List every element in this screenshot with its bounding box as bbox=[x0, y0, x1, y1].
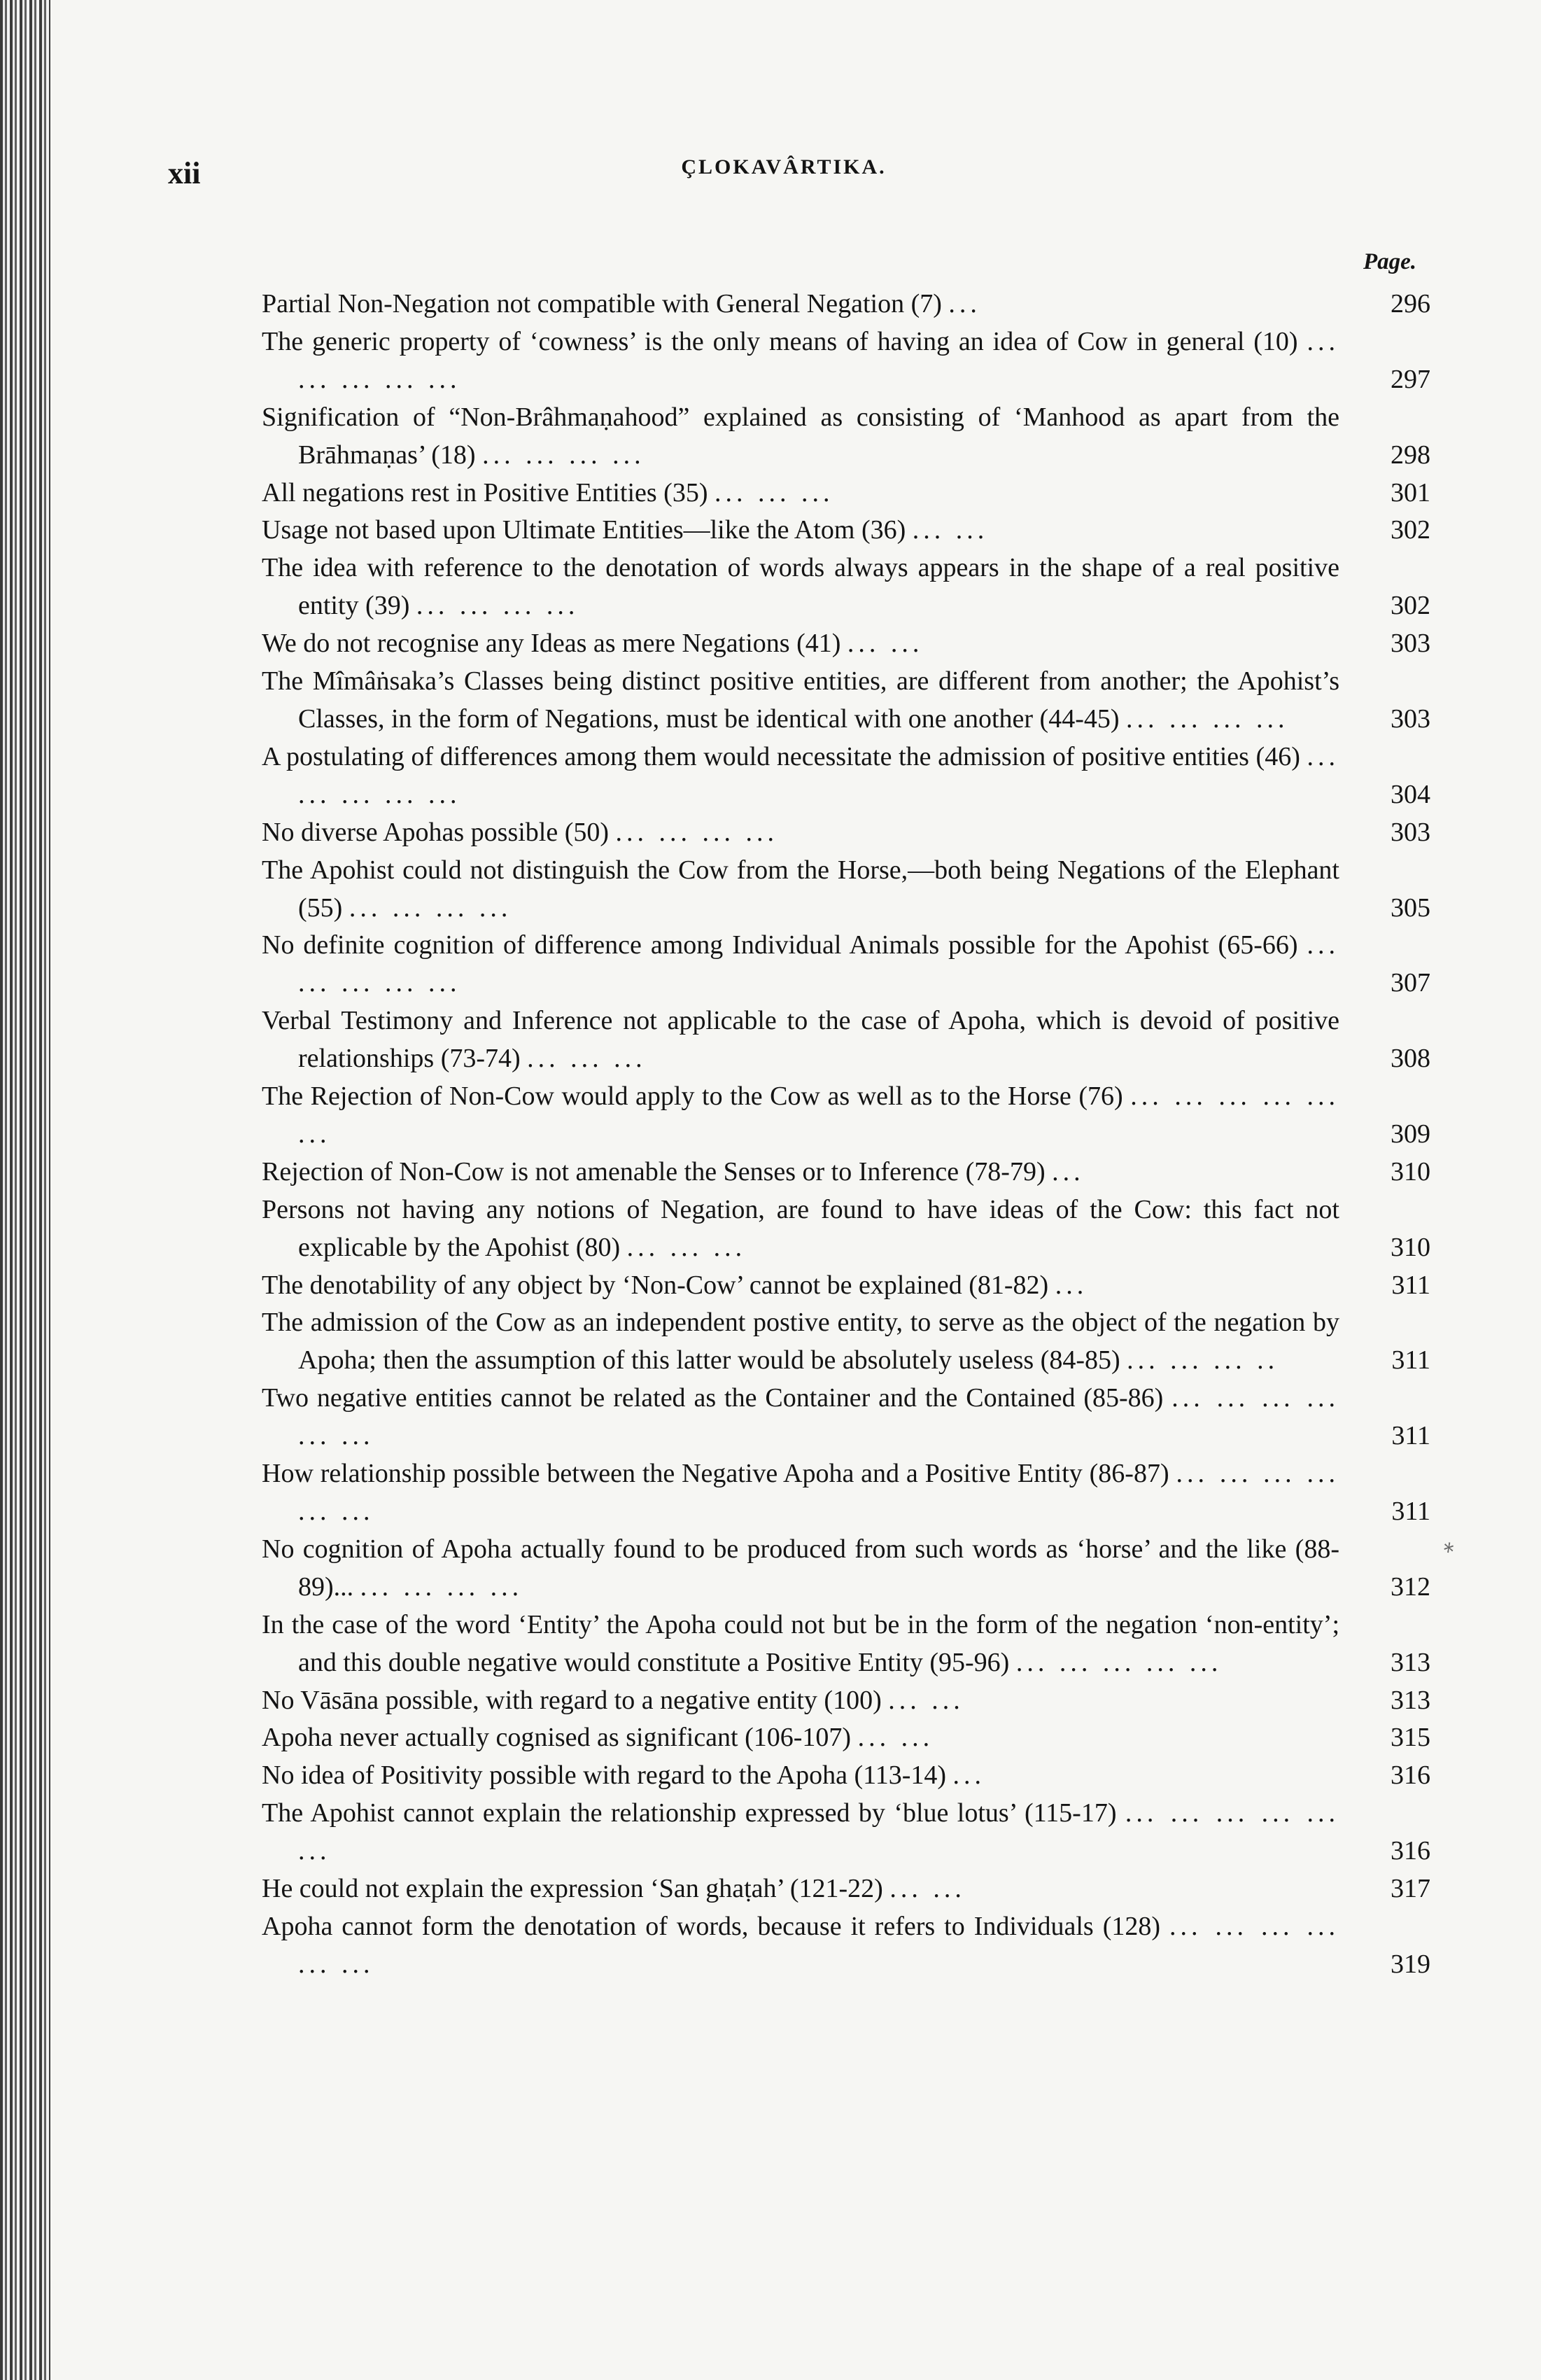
entry-leader-dots: ... ... ... ... bbox=[1126, 704, 1289, 734]
entry-text bbox=[262, 475, 1430, 512]
entry-text bbox=[262, 1304, 1430, 1380]
entry-text bbox=[262, 1154, 1430, 1191]
book-binding-edge bbox=[0, 0, 50, 2380]
entry-text bbox=[262, 1531, 1430, 1606]
entry-page-number: 305 bbox=[1391, 892, 1430, 923]
entry-text bbox=[262, 1719, 1430, 1757]
contents-entry bbox=[262, 399, 1430, 475]
entry-leader-dots: ... ... ... ... ... ... bbox=[298, 1383, 1340, 1451]
entry-page-number: 309 bbox=[1391, 1119, 1430, 1149]
entry-title: No diverse Apohas possible (50) bbox=[262, 817, 610, 847]
entry-page-number: 317 bbox=[1391, 1874, 1430, 1904]
entries-container bbox=[262, 286, 1430, 1984]
contents-entry bbox=[262, 286, 1430, 323]
entry-page-number: 319 bbox=[1391, 1949, 1430, 1979]
entry-page-number: 303 bbox=[1391, 629, 1430, 659]
entry-page-number: 308 bbox=[1391, 1044, 1430, 1074]
entry-leader-dots: ... ... bbox=[912, 515, 989, 545]
entry-text bbox=[262, 512, 1430, 550]
entry-text bbox=[262, 738, 1430, 814]
entry-title: No cognition of Apoha actually found to be produced from such words as ‘horse’ and the like (88-89)... bbox=[262, 1534, 1339, 1602]
entry-page-number: 311 bbox=[1391, 1421, 1430, 1451]
entry-leader-dots: ... bbox=[1055, 1270, 1088, 1300]
entry-page-number: 312 bbox=[1391, 1572, 1430, 1602]
entry-leader-dots: ... ... bbox=[889, 1874, 966, 1904]
contents-entry bbox=[262, 1870, 1430, 1908]
entry-title: Rejection of Non-Cow is not amenable the Senses or to Inference (78-79) bbox=[262, 1156, 1046, 1186]
entry-page-number: 302 bbox=[1391, 515, 1430, 545]
entry-leader-dots: ... bbox=[952, 1760, 985, 1791]
contents-entry bbox=[262, 1154, 1430, 1191]
entry-page-number: 302 bbox=[1391, 591, 1430, 621]
entry-text bbox=[262, 625, 1430, 663]
entry-title: Apoha cannot form the denotation of words, because it refers to Individuals (128) bbox=[262, 1911, 1160, 1941]
entry-text bbox=[262, 1682, 1430, 1720]
entry-leader-dots: ... bbox=[948, 289, 981, 318]
contents-entry bbox=[262, 550, 1430, 625]
entry-title: He could not explain the expression ‘San ghaṭah’ (121-22) bbox=[262, 1874, 883, 1904]
entry-page-number: 304 bbox=[1391, 779, 1430, 809]
entry-title: Partial Non-Negation not compatible with General Negation (7) bbox=[262, 289, 942, 318]
contents-entry bbox=[262, 1757, 1430, 1795]
entry-text bbox=[262, 550, 1430, 625]
contents-entry bbox=[262, 625, 1430, 663]
entry-leader-dots: ... ... ... ... ... bbox=[298, 741, 1339, 809]
contents-entry bbox=[262, 738, 1430, 814]
entry-leader-dots: ... ... bbox=[888, 1685, 964, 1715]
contents-entry bbox=[262, 1380, 1430, 1455]
entry-text bbox=[262, 1908, 1430, 1984]
page-header bbox=[168, 155, 1400, 197]
entry-title: Apoha never actually cognised as significant (106-107) bbox=[262, 1723, 852, 1753]
entry-title: The Rejection of Non-Cow would apply to the Cow as well as to the Horse (76) bbox=[262, 1082, 1123, 1112]
entry-text bbox=[262, 323, 1430, 399]
entry-title: No Vāsāna possible, with regard to a negative entity (100) bbox=[262, 1685, 882, 1715]
contents-entry bbox=[262, 1267, 1430, 1305]
running-title: ÇLOKAVÂRTIKA. bbox=[681, 155, 887, 178]
contents-entry bbox=[262, 814, 1430, 852]
contents-entry bbox=[262, 1531, 1430, 1606]
entry-text bbox=[262, 1191, 1430, 1267]
entry-leader-dots: ... ... ... bbox=[527, 1044, 647, 1074]
entry-page-number: 298 bbox=[1391, 440, 1430, 470]
contents-entry bbox=[262, 1191, 1430, 1267]
entry-text bbox=[262, 1606, 1430, 1682]
entry-text bbox=[262, 927, 1430, 1002]
entry-title: How relationship possible between the Negative Apoha and a Positive Entity (86-87) bbox=[262, 1459, 1169, 1489]
entry-title: The denotability of any object by ‘Non-Cow’ cannot be explained (81-82) bbox=[262, 1270, 1049, 1300]
entry-title: All negations rest in Positive Entities (35) bbox=[262, 477, 708, 507]
margin-mark: ⁎ bbox=[1438, 1537, 1464, 1556]
entry-page-number: 311 bbox=[1391, 1497, 1430, 1526]
entry-title: Persons not having any notions of Negation, are found to have ideas of the Cow: this fact not explicable by the Apohist (80) bbox=[262, 1194, 1339, 1262]
entry-text bbox=[262, 1757, 1430, 1795]
entry-title: The Apohist cannot explain the relationship expressed by ‘blue lotus’ (115-17) bbox=[262, 1798, 1117, 1828]
entry-text bbox=[262, 1870, 1430, 1908]
page-column-label: Page. bbox=[1363, 249, 1416, 274]
entry-page-number: 311 bbox=[1391, 1270, 1430, 1300]
entry-title: No idea of Positivity possible with regard to the Apoha (113-14) bbox=[262, 1760, 946, 1791]
entry-title: We do not recognise any Ideas as mere Negations (41) bbox=[262, 629, 841, 659]
entry-text bbox=[262, 399, 1430, 475]
entry-leader-dots: ... ... ... ... bbox=[615, 817, 779, 847]
entry-page-number: 316 bbox=[1391, 1760, 1430, 1791]
contents-entry bbox=[262, 1002, 1430, 1078]
entry-page-number: 310 bbox=[1391, 1232, 1430, 1262]
entry-page-number: 303 bbox=[1391, 704, 1430, 734]
entry-text bbox=[262, 1267, 1430, 1305]
entry-text bbox=[262, 1380, 1430, 1455]
contents-entry bbox=[262, 1304, 1430, 1380]
entry-page-number: 301 bbox=[1391, 477, 1430, 507]
contents-entry bbox=[262, 1908, 1430, 1984]
contents-entry bbox=[262, 852, 1430, 927]
entry-leader-dots: ... ... ... ... ... bbox=[298, 326, 1339, 394]
entry-leader-dots: ... ... ... ... bbox=[360, 1572, 523, 1602]
entry-title: In the case of the word ‘Entity’ the Apoha could not but be in the form of the negation ‘non-entity’; and this double negative would constitute a Positive Entity (95-96) bbox=[262, 1609, 1339, 1677]
entry-leader-dots: ... ... ... ... ... ... bbox=[298, 1082, 1340, 1149]
entry-text bbox=[262, 814, 1430, 852]
page-number: xii bbox=[168, 156, 201, 190]
contents-entry bbox=[262, 1078, 1430, 1154]
entry-leader-dots: ... ... bbox=[857, 1723, 934, 1753]
contents-entry bbox=[262, 1719, 1430, 1757]
contents-entry bbox=[262, 323, 1430, 399]
contents-entry bbox=[262, 1682, 1430, 1720]
entry-leader-dots: ... ... ... ... bbox=[416, 591, 579, 621]
entry-title: A postulating of differences among them would necessitate the admission of positive entities (46) bbox=[262, 741, 1300, 771]
entry-title: Signification of “Non-Brâhmaṇahood” explained as consisting of ‘Manhood as apart from the Brāhmaṇas’ (18) bbox=[262, 402, 1339, 470]
entry-title: Verbal Testimony and Inference not applicable to the case of Apoha, which is devoid of positive relationships (73-74) bbox=[262, 1006, 1339, 1074]
entry-leader-dots: ... ... ... ... ... bbox=[1015, 1647, 1223, 1677]
entry-page-number: 310 bbox=[1391, 1156, 1430, 1186]
entry-leader-dots: ... ... ... ... ... ... bbox=[298, 1459, 1340, 1526]
contents-entry bbox=[262, 1606, 1430, 1682]
contents-entry bbox=[262, 663, 1430, 738]
entry-leader-dots: ... ... ... .. bbox=[1127, 1345, 1279, 1376]
entry-leader-dots: ... ... ... bbox=[714, 477, 834, 507]
entry-leader-dots: ... ... ... ... ... ... bbox=[298, 1911, 1339, 1979]
entry-text bbox=[262, 663, 1430, 738]
entry-title: The idea with reference to the denotation of words always appears in the shape of a real positive entity (39) bbox=[262, 553, 1339, 621]
entry-page-number: 313 bbox=[1391, 1685, 1430, 1715]
entry-page-number: 303 bbox=[1391, 817, 1430, 847]
entry-text bbox=[262, 1002, 1430, 1078]
entry-title: Usage not based upon Ultimate Entities—like the Atom (36) bbox=[262, 515, 906, 545]
entry-title: Two negative entities cannot be related as the Container and the Contained (85-86) bbox=[262, 1383, 1164, 1413]
contents-entry bbox=[262, 1455, 1430, 1531]
entry-title: The generic property of ‘cowness’ is the only means of having an idea of Cow in general (10) bbox=[262, 326, 1298, 356]
entry-leader-dots: ... ... ... ... bbox=[349, 892, 512, 923]
contents-entry bbox=[262, 475, 1430, 512]
entry-text bbox=[262, 1795, 1430, 1870]
contents-entry bbox=[262, 927, 1430, 1002]
entry-leader-dots: ... ... bbox=[847, 629, 924, 659]
entry-page-number: 296 bbox=[1391, 289, 1430, 318]
entry-leader-dots: ... ... ... bbox=[626, 1232, 747, 1262]
entry-text bbox=[262, 286, 1430, 323]
entry-page-number: 297 bbox=[1391, 364, 1430, 394]
entry-leader-dots: ... bbox=[1052, 1156, 1085, 1186]
entry-leader-dots: ... ... ... ... bbox=[482, 440, 645, 470]
entry-title: The Mîmâṅsaka’s Classes being distinct positive entities, are different from another; the Apohist’s Classes, in the form of Negations, must be identical with one another (44-45) bbox=[262, 666, 1339, 734]
entry-page-number: 307 bbox=[1391, 968, 1430, 998]
entry-page-number: 315 bbox=[1391, 1723, 1430, 1753]
entry-text bbox=[262, 1455, 1430, 1531]
entry-page-number: 313 bbox=[1391, 1647, 1430, 1677]
entry-page-number: 311 bbox=[1391, 1345, 1430, 1376]
entry-page-number: 316 bbox=[1391, 1836, 1430, 1866]
entry-text bbox=[262, 1078, 1430, 1154]
entry-title: No definite cognition of difference among Individual Animals possible for the Apohist (65-66) bbox=[262, 930, 1298, 960]
entry-text bbox=[262, 852, 1430, 927]
entry-leader-dots: ... ... ... ... ... ... bbox=[298, 1798, 1340, 1866]
entry-title: The admission of the Cow as an independent postive entity, to serve as the object of the negation by Apoha; then the assumption of this latter would be absolutely useless (84-85) bbox=[262, 1308, 1339, 1376]
entry-leader-dots: ... ... ... ... ... bbox=[298, 930, 1339, 998]
contents-entry bbox=[262, 1795, 1430, 1870]
contents-entry bbox=[262, 512, 1430, 550]
entry-title: The Apohist could not distinguish the Cow from the Horse,—both being Negations of the Elephant (55) bbox=[262, 855, 1339, 923]
